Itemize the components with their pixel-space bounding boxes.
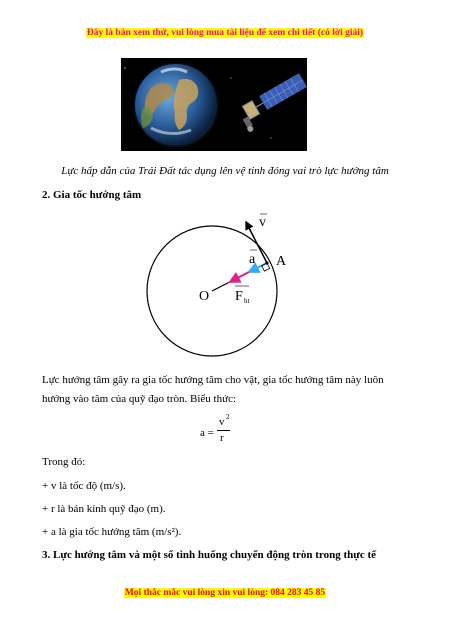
definition-r: + r là bán kính quỹ đạo (m). (42, 503, 166, 515)
earth-satellite-illustration (121, 58, 307, 151)
label-F-subscript: ht (244, 297, 250, 305)
point-A (265, 261, 268, 264)
fraction-bar (217, 430, 230, 431)
label-O: O (199, 289, 210, 304)
centripetal-force-vector (230, 272, 249, 282)
formula-denominator: r (220, 432, 224, 444)
formula-numerator: v (219, 416, 225, 428)
contact-notice-banner (0, 588, 450, 598)
definition-a: + a là gia tốc hướng tâm (m/s²). (42, 526, 182, 538)
preview-notice-text: Đây là bản xem thử, vui lòng mua tài liệu để xem chi tiết (có lời giải) (86, 28, 364, 38)
formula-lhs: a = (200, 427, 214, 439)
circular-motion-figure (130, 208, 330, 368)
contact-notice-text: Mọi thắc mắc vui lòng xin vui lòng: 084 283 45 85 (124, 588, 326, 598)
centripetal-acceleration-diagram (130, 208, 330, 368)
preview-notice-banner (0, 28, 450, 38)
label-a: a (249, 252, 256, 267)
label-F: F (235, 289, 243, 304)
formula-exponent: 2 (226, 413, 230, 421)
definition-v: + v là tốc độ (m/s). (42, 480, 126, 492)
centripetal-acceleration-formula (197, 413, 237, 450)
label-A: A (276, 254, 287, 269)
intro-paragraph: Lực hướng tâm gây ra gia tốc hướng tâm cho vật, gia tốc hướng tâm này luôn hướng vào tâm của quỹ đạo tròn. Biểu thức: (42, 374, 384, 405)
where-label: Trong đó: (42, 456, 86, 468)
section-3-heading: 3. Lực hướng tâm và một số tình huống chuyển động tròn trong thực tế (42, 549, 377, 561)
label-v: v (259, 215, 266, 230)
section-2-heading: 2. Gia tốc hướng tâm (42, 189, 142, 201)
earth-satellite-image (121, 58, 307, 151)
figure-caption: Lực hấp dẫn của Trái Đất tác dụng lên vệ tinh đóng vai trò lực hướng tâm (61, 165, 389, 177)
